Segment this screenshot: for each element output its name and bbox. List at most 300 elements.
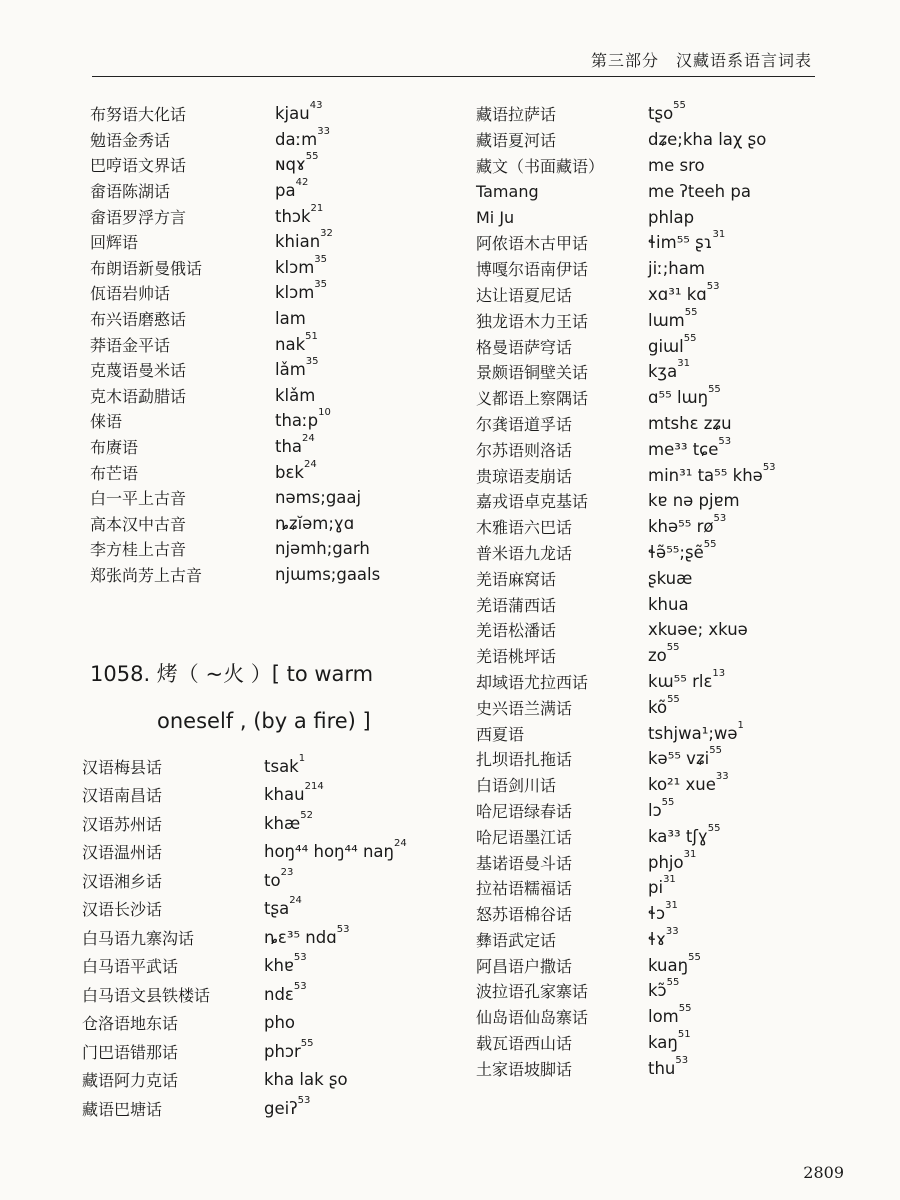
word-form-text: to <box>264 870 281 890</box>
table-row <box>90 306 450 332</box>
word-form-text: pa <box>275 181 296 201</box>
language-name: 达让语夏尼话 <box>476 285 573 305</box>
tone-superscript: 32 <box>320 228 333 240</box>
word-form <box>648 435 732 459</box>
word-form <box>648 208 694 227</box>
table-row <box>82 1037 462 1066</box>
table-row <box>476 927 836 953</box>
word-form-text: kaŋ <box>648 1033 678 1053</box>
table-row <box>476 772 836 798</box>
table-row <box>90 408 450 434</box>
table-row <box>476 1030 836 1056</box>
word-form <box>648 745 722 769</box>
word-form <box>648 667 726 691</box>
language-name: 佤语岩帅话 <box>90 284 171 304</box>
tone-superscript: 13 <box>712 667 726 679</box>
table-row <box>476 565 836 591</box>
table-row <box>476 823 836 849</box>
tone-superscript: 1 <box>737 719 744 731</box>
word-form-text: me ʔteeh pa <box>648 181 751 201</box>
word-form <box>648 538 717 562</box>
tone-superscript: 31 <box>683 848 697 860</box>
word-form <box>648 719 744 743</box>
tone-superscript: 55 <box>678 1003 692 1015</box>
tone-superscript: 55 <box>707 822 721 834</box>
word-form-text: phjo <box>648 852 684 872</box>
language-name: 白语剑川话 <box>476 776 557 796</box>
tone-superscript: 51 <box>305 330 318 342</box>
table-row <box>90 152 450 178</box>
language-name: 木雅语六巴话 <box>476 518 573 538</box>
language-name: 白马语文县铁楼话 <box>82 985 211 1005</box>
table-row <box>476 127 836 153</box>
word-form <box>648 182 751 201</box>
table-row <box>90 101 450 127</box>
language-name: 畲语罗浮方言 <box>90 207 187 227</box>
word-form-text: tha <box>275 437 303 457</box>
language-name: 格曼语萨穹话 <box>476 337 573 357</box>
tone-superscript: 31 <box>663 874 676 886</box>
tone-superscript: 55 <box>661 796 675 808</box>
language-name: 羌语桃坪话 <box>476 647 557 667</box>
language-name: 阿昌语户撒话 <box>476 956 573 976</box>
word-form <box>275 253 328 277</box>
tone-superscript: 55 <box>305 151 319 163</box>
left-column-top <box>90 101 450 587</box>
word-form <box>275 151 319 175</box>
language-name: 畲语陈湖话 <box>90 182 171 202</box>
word-form <box>275 458 317 482</box>
word-form <box>264 838 407 862</box>
language-name: 汉语梅县话 <box>82 757 163 777</box>
word-form-text: ʂkuæ <box>648 568 693 588</box>
word-form-text: lɯm <box>648 310 685 330</box>
word-form-text: tʂa <box>264 899 290 919</box>
word-form <box>648 1003 692 1027</box>
table-row <box>476 359 836 385</box>
word-form <box>648 259 705 278</box>
table-row <box>476 385 836 411</box>
language-name: 俫语 <box>90 412 123 432</box>
word-form-text: nak <box>275 334 306 354</box>
tone-superscript: 43 <box>309 100 323 112</box>
word-form-text: lǎm <box>275 360 306 380</box>
word-form <box>648 595 689 614</box>
language-name: 汉语温州话 <box>82 843 163 863</box>
language-name: 史兴语兰满话 <box>476 698 573 718</box>
tone-superscript: 53 <box>336 923 350 935</box>
table-row <box>82 752 462 781</box>
tone-superscript: 33 <box>715 771 729 783</box>
word-form <box>275 386 315 405</box>
table-row <box>90 357 450 383</box>
word-form-text: nəms;gaaj <box>275 488 362 508</box>
language-name: 尔苏语则洛话 <box>476 440 573 460</box>
language-name: 尔龚语道孚话 <box>476 414 573 434</box>
word-form-text: tʂo <box>648 104 674 124</box>
language-name: 载瓦语西山话 <box>476 1034 573 1054</box>
word-form <box>275 228 333 252</box>
word-form-text: pi <box>648 878 664 898</box>
tone-superscript: 24 <box>289 895 302 907</box>
language-name: 克木语勐腊话 <box>90 386 187 406</box>
word-form-text: thaːp <box>275 411 319 431</box>
tone-superscript: 55 <box>666 642 680 654</box>
language-name: 藏语夏河话 <box>476 131 557 151</box>
table-row <box>90 536 450 562</box>
language-name: 阿侬语木古甲话 <box>476 234 589 254</box>
word-form <box>264 1013 295 1032</box>
tone-superscript: 53 <box>713 513 727 525</box>
table-row <box>476 514 836 540</box>
table-row <box>90 280 450 306</box>
word-form-text: me³³ tɕe <box>648 439 719 459</box>
word-form <box>648 100 686 124</box>
word-form <box>275 407 331 431</box>
word-form-text: zo <box>648 646 667 666</box>
language-name: 李方桂上古音 <box>90 540 187 560</box>
table-row <box>476 256 836 282</box>
language-name: 拉祜语糯福话 <box>476 879 573 899</box>
word-form-text: ȵʑĭəm;ɣɑ <box>275 513 355 533</box>
word-form <box>275 309 306 328</box>
word-form <box>648 384 721 408</box>
tone-superscript: 51 <box>677 1029 691 1041</box>
tone-superscript: 35 <box>314 253 328 265</box>
language-name: 郑张尚芳上古音 <box>90 565 203 585</box>
word-form-text: ɬim⁵⁵ ʂɿ <box>648 233 713 253</box>
word-form-text: khua <box>648 594 689 614</box>
language-name: 羌语松潘话 <box>476 621 557 641</box>
word-form-text: kʒa <box>648 362 678 382</box>
word-form-text: njɯms;gaals <box>275 564 381 584</box>
word-form-text: pho <box>264 1013 296 1033</box>
table-row <box>90 562 450 588</box>
word-form <box>275 539 370 558</box>
language-name: 波拉语孔家寨话 <box>476 982 589 1002</box>
language-name: 藏语阿力克话 <box>82 1071 179 1091</box>
table-row <box>90 331 450 357</box>
language-name: 景颇语铜壁关话 <box>476 363 589 383</box>
table-row <box>90 511 450 537</box>
table-row <box>82 838 462 867</box>
word-form <box>648 951 701 975</box>
word-form <box>264 952 307 976</box>
word-form-text: xkuəe; xkuə <box>648 620 748 640</box>
language-name: 藏语拉萨话 <box>476 105 557 125</box>
table-row <box>476 720 836 746</box>
word-form <box>264 895 302 919</box>
language-name: 哈尼语墨江话 <box>476 827 573 847</box>
table-row <box>476 669 836 695</box>
word-form-text: phlap <box>648 207 695 227</box>
tone-superscript: 53 <box>675 1054 689 1066</box>
table-row <box>90 255 450 281</box>
word-form-text: lom <box>648 1007 679 1027</box>
entry-heading-line1: 1058. 烤（ ~火 ）[ to warm <box>90 662 374 686</box>
word-form <box>648 306 698 330</box>
word-form-text: lam <box>275 309 306 329</box>
language-name: 汉语苏州话 <box>82 814 163 834</box>
table-row <box>476 307 836 333</box>
word-form <box>648 513 727 537</box>
word-form <box>648 156 705 175</box>
left-column-bottom <box>82 752 462 1123</box>
table-row <box>476 462 836 488</box>
language-name: 嘉戎语卓克基话 <box>476 492 589 512</box>
word-form-text: hoŋ⁴⁴ hoŋ⁴⁴ naŋ <box>264 842 394 862</box>
table-row <box>82 1094 462 1123</box>
table-row <box>82 809 462 838</box>
tone-superscript: 53 <box>762 461 776 473</box>
tone-superscript: 53 <box>293 980 307 992</box>
word-form <box>275 356 319 380</box>
table-row <box>476 952 836 978</box>
language-name: 仙岛语仙岛寨话 <box>476 1008 589 1028</box>
word-form <box>648 925 679 949</box>
word-form-text: tsak <box>264 756 299 776</box>
word-form <box>275 565 380 584</box>
table-row <box>90 229 450 255</box>
language-name: 土家语坡脚话 <box>476 1059 573 1079</box>
word-form <box>648 822 721 846</box>
word-form-text: ko²¹ xue <box>648 775 716 795</box>
word-form-text: njəmh;garh <box>275 539 370 559</box>
tone-superscript: 23 <box>280 866 294 878</box>
table-row <box>476 436 836 462</box>
table-row <box>476 540 836 566</box>
language-name: 白马语九寨沟话 <box>82 928 195 948</box>
word-form-text: daːm <box>275 129 318 149</box>
word-form-text: kuaŋ <box>648 955 689 975</box>
language-name: 哈尼语绿春话 <box>476 801 573 821</box>
language-name: 扎坝语扎拖话 <box>476 750 573 770</box>
word-form-text: kɔ̃ <box>648 981 667 1001</box>
table-row <box>90 203 450 229</box>
language-name: 义都语上察隅话 <box>476 389 589 409</box>
word-form-text: xɑ³¹ kɑ <box>648 284 707 304</box>
word-form <box>648 796 675 820</box>
table-row <box>476 282 836 308</box>
right-column <box>476 101 836 1081</box>
table-row <box>476 901 836 927</box>
word-form-text: thu <box>648 1058 676 1078</box>
table-row <box>476 333 836 359</box>
tone-superscript: 24 <box>303 458 317 470</box>
language-name: 羌语蒲西话 <box>476 595 557 615</box>
language-name: 贵琼语麦崩话 <box>476 466 573 486</box>
tone-superscript: 214 <box>304 781 324 793</box>
tone-superscript: 35 <box>314 279 328 291</box>
tone-superscript: 55 <box>708 384 721 396</box>
table-row <box>82 866 462 895</box>
table-row <box>476 1004 836 1030</box>
word-form <box>648 620 748 639</box>
word-form-text: ndɛ <box>264 984 294 1004</box>
word-form-text: ɬɤ <box>648 929 666 949</box>
tone-superscript: 55 <box>684 306 698 318</box>
tone-superscript: 24 <box>394 838 407 850</box>
table-row <box>82 980 462 1009</box>
language-name: 布朗语新曼俄话 <box>90 258 203 278</box>
language-name: 布赓语 <box>90 438 139 458</box>
word-form <box>648 569 692 588</box>
table-row <box>82 1066 462 1095</box>
table-row <box>476 694 836 720</box>
table-row <box>82 895 462 924</box>
table-row <box>90 459 450 485</box>
word-form <box>648 491 740 510</box>
tone-superscript: 53 <box>293 952 307 964</box>
word-form-text: phɔr <box>264 1041 301 1061</box>
tone-superscript: 55 <box>683 332 697 344</box>
word-form <box>275 330 318 354</box>
language-name: 藏文（书面藏语） <box>476 156 605 176</box>
language-name: 藏语巴塘话 <box>82 1099 163 1119</box>
word-form <box>264 866 294 890</box>
language-name: 汉语南昌话 <box>82 786 163 806</box>
word-form <box>264 1037 314 1061</box>
word-form-text: me sro <box>648 155 705 175</box>
tone-superscript: 55 <box>666 977 680 989</box>
table-row <box>90 127 450 153</box>
word-form <box>648 280 720 304</box>
tone-superscript: 35 <box>305 356 319 368</box>
language-name: 西夏语 <box>476 724 525 744</box>
word-form-text: ka³³ tʃɣ <box>648 826 708 846</box>
table-row <box>476 204 836 230</box>
word-form-text: thɔk <box>275 206 311 226</box>
language-name: 布努语大化话 <box>90 105 187 125</box>
tone-superscript: 53 <box>706 280 720 292</box>
entry-heading-line2: oneself , (by a fire) ] <box>157 709 371 733</box>
language-name: 克蔑语曼米话 <box>90 361 187 381</box>
table-row <box>476 230 836 256</box>
word-form-text: khau <box>264 785 305 805</box>
tone-superscript: 33 <box>317 125 330 137</box>
word-form-text: kjau <box>275 104 310 124</box>
word-form <box>648 130 766 149</box>
word-form <box>264 923 350 947</box>
word-form-text: lɔ <box>648 800 662 820</box>
word-form-text: kɯ⁵⁵ rlɛ <box>648 671 713 691</box>
tone-superscript: 55 <box>703 538 717 550</box>
table-row <box>476 978 836 1004</box>
word-form <box>275 488 361 507</box>
word-form-text: klɔm <box>275 283 315 303</box>
word-form <box>264 980 307 1004</box>
table-row <box>90 383 450 409</box>
language-name: 布兴语磨憨话 <box>90 310 187 330</box>
word-form <box>648 848 697 872</box>
table-row <box>82 952 462 981</box>
tone-superscript: 33 <box>665 925 679 937</box>
language-name: 怒苏语棉谷话 <box>476 905 573 925</box>
word-form <box>275 514 354 533</box>
language-name: 勉语金秀话 <box>90 130 171 150</box>
word-form-text: khɐ <box>264 956 294 976</box>
table-row <box>476 101 836 127</box>
tone-superscript: 31 <box>712 229 726 241</box>
tone-superscript: 10 <box>318 407 331 419</box>
tone-superscript: 55 <box>300 1037 314 1049</box>
language-name: 汉语湘乡话 <box>82 871 163 891</box>
word-form-text: ɴqɤ <box>275 155 306 175</box>
word-form <box>648 414 732 433</box>
word-form <box>648 693 680 717</box>
table-row <box>476 178 836 204</box>
table-row <box>476 643 836 669</box>
word-form <box>264 809 313 833</box>
table-row <box>476 153 836 179</box>
table-row <box>90 485 450 511</box>
word-form-text: ɬə̃⁵⁵;ʂẽ <box>648 542 704 562</box>
word-form <box>264 1094 311 1118</box>
word-form-text: jiː;ham <box>648 259 705 279</box>
language-name: 回辉语 <box>90 233 139 253</box>
word-form-text: klɔm <box>275 257 315 277</box>
word-form-text: dʑe;kha laχ ʂo <box>648 130 767 150</box>
word-form-text: kha lak ʂo <box>264 1070 348 1090</box>
language-name: Mi Ju <box>476 207 515 227</box>
tone-superscript: 52 <box>300 809 313 821</box>
language-name: 布芒语 <box>90 463 139 483</box>
tone-superscript: 21 <box>310 202 324 214</box>
language-name: 白一平上古音 <box>90 489 187 509</box>
language-name: 巴哼语文界话 <box>90 156 187 176</box>
language-name: 汉语长沙话 <box>82 900 163 920</box>
language-name: 羌语麻窝话 <box>476 569 557 589</box>
table-row <box>476 875 836 901</box>
tone-superscript: 31 <box>677 358 690 370</box>
word-form <box>648 1029 691 1053</box>
language-name: 基诺语曼斗话 <box>476 853 573 873</box>
table-row <box>82 1009 462 1038</box>
tone-superscript: 53 <box>297 1094 311 1106</box>
word-form <box>648 874 676 898</box>
language-name: 博嘎尔语南伊话 <box>476 260 589 280</box>
word-form-text: khə⁵⁵ rø <box>648 517 714 537</box>
word-form-text: giɯl <box>648 336 684 356</box>
word-form <box>648 461 776 485</box>
table-row <box>476 591 836 617</box>
word-form-text: tshjwa¹;wə <box>648 723 738 743</box>
table-row <box>82 781 462 810</box>
word-form-text: ɑ⁵⁵ lɯŋ <box>648 388 709 408</box>
table-row <box>90 178 450 204</box>
language-name: 莽语金平话 <box>90 335 171 355</box>
word-form-text: mtshɛ zʑu <box>648 413 732 433</box>
table-row <box>476 746 836 772</box>
table-row <box>476 849 836 875</box>
word-form <box>264 781 324 805</box>
word-form <box>275 100 323 124</box>
language-name: 普米语九龙话 <box>476 543 573 563</box>
table-row <box>90 434 450 460</box>
language-name: 白马语平武话 <box>82 957 179 977</box>
word-form <box>264 1070 348 1089</box>
tone-superscript: 53 <box>718 435 732 447</box>
tone-superscript: 55 <box>667 693 680 705</box>
header-rule <box>92 76 815 77</box>
table-row <box>476 617 836 643</box>
table-row <box>476 1055 836 1081</box>
tone-superscript: 55 <box>688 951 701 963</box>
language-name: 却域语尤拉西话 <box>476 672 589 692</box>
language-name: 独龙语木力王话 <box>476 311 589 331</box>
table-row <box>476 488 836 514</box>
tone-superscript: 1 <box>298 752 306 764</box>
